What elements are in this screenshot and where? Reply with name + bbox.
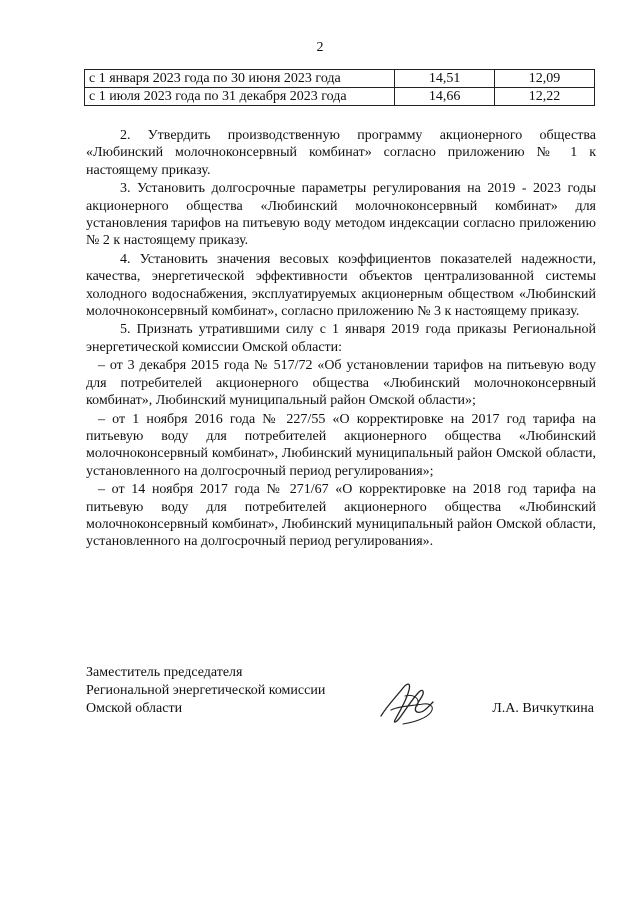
handwritten-signature-icon (373, 676, 443, 732)
revoked-order-1: – от 3 декабря 2015 года № 517/72 «Об установлении тарифов на питьевую воду для потребителей акционерного общества «Любинский молочноконсервный комбинат», Любинский муниципальный район Омской области»; (86, 358, 596, 409)
table-row (85, 70, 595, 88)
paragraph-item-2: 2. Утвердить производственную программу акционерного общества «Любинский молочноконсервный комбинат» согласно приложению № 1 к настоящему приказу. (86, 128, 596, 178)
revoked-order-2: – от 1 ноября 2016 года № 227/55 «О корректировке на 2017 год тарифа на питьевую воду для потребителей акционерного общества «Любинский молочноконсервный комбинат», Любинский муниципальный район Омской области, установленного на долгосрочный период регулирования»; (86, 411, 596, 479)
signatory-title-line: Заместитель председателя (86, 665, 243, 680)
table-cell-value: 14,51 (395, 70, 495, 88)
table-cell-value: 12,22 (495, 88, 595, 106)
signatory-title-line: Региональной энергетической комиссии (86, 683, 326, 698)
table-cell-period: с 1 июля 2023 года по 31 декабря 2023 года (85, 88, 395, 106)
signatory-title-line: Омской области (86, 701, 183, 716)
paragraph-item-5: 5. Признать утратившими силу с 1 января 2019 года приказы Региональной энергетической комиссии Омской области: (86, 322, 596, 355)
order-body (86, 126, 596, 551)
paragraph-item-3: 3. Установить долгосрочные параметры регулирования на 2019 - 2023 годы акционерного общества «Любинский молочноконсервный комбинат» для установления тарифов на питьевую воду методом индексации согласно приложению № 2 к настоящему приказу. (86, 181, 596, 249)
table-cell-value: 14,66 (395, 88, 495, 106)
paragraph-item-4: 4. Установить значения весовых коэффициентов показателей надежности, качества, энергетической эффективности объектов централизованной системы холодного водоснабжения, эксплуатируемых акционерным обществом «Любинский молочноконсервный комбинат», согласно приложению № 3 к настоящему приказу. (86, 251, 596, 320)
revoked-order-3: – от 14 ноября 2017 года № 271/67 «О корректировке на 2018 год тарифа на питьевую воду для потребителей акционерного общества «Любинский молочноконсервный комбинат», Любинский муниципальный район Омской области, установленного на долгосрочный период регулирования». (86, 482, 596, 550)
table-cell-period: с 1 января 2023 года по 30 июня 2023 года (85, 70, 395, 88)
signature-block (86, 664, 596, 724)
table-cell-value: 12,09 (495, 70, 595, 88)
page-number: 2 (316, 40, 324, 55)
tariff-table (84, 69, 595, 106)
table-row (85, 88, 595, 106)
signatory-name: Л.А. Вичкуткина (492, 701, 594, 716)
